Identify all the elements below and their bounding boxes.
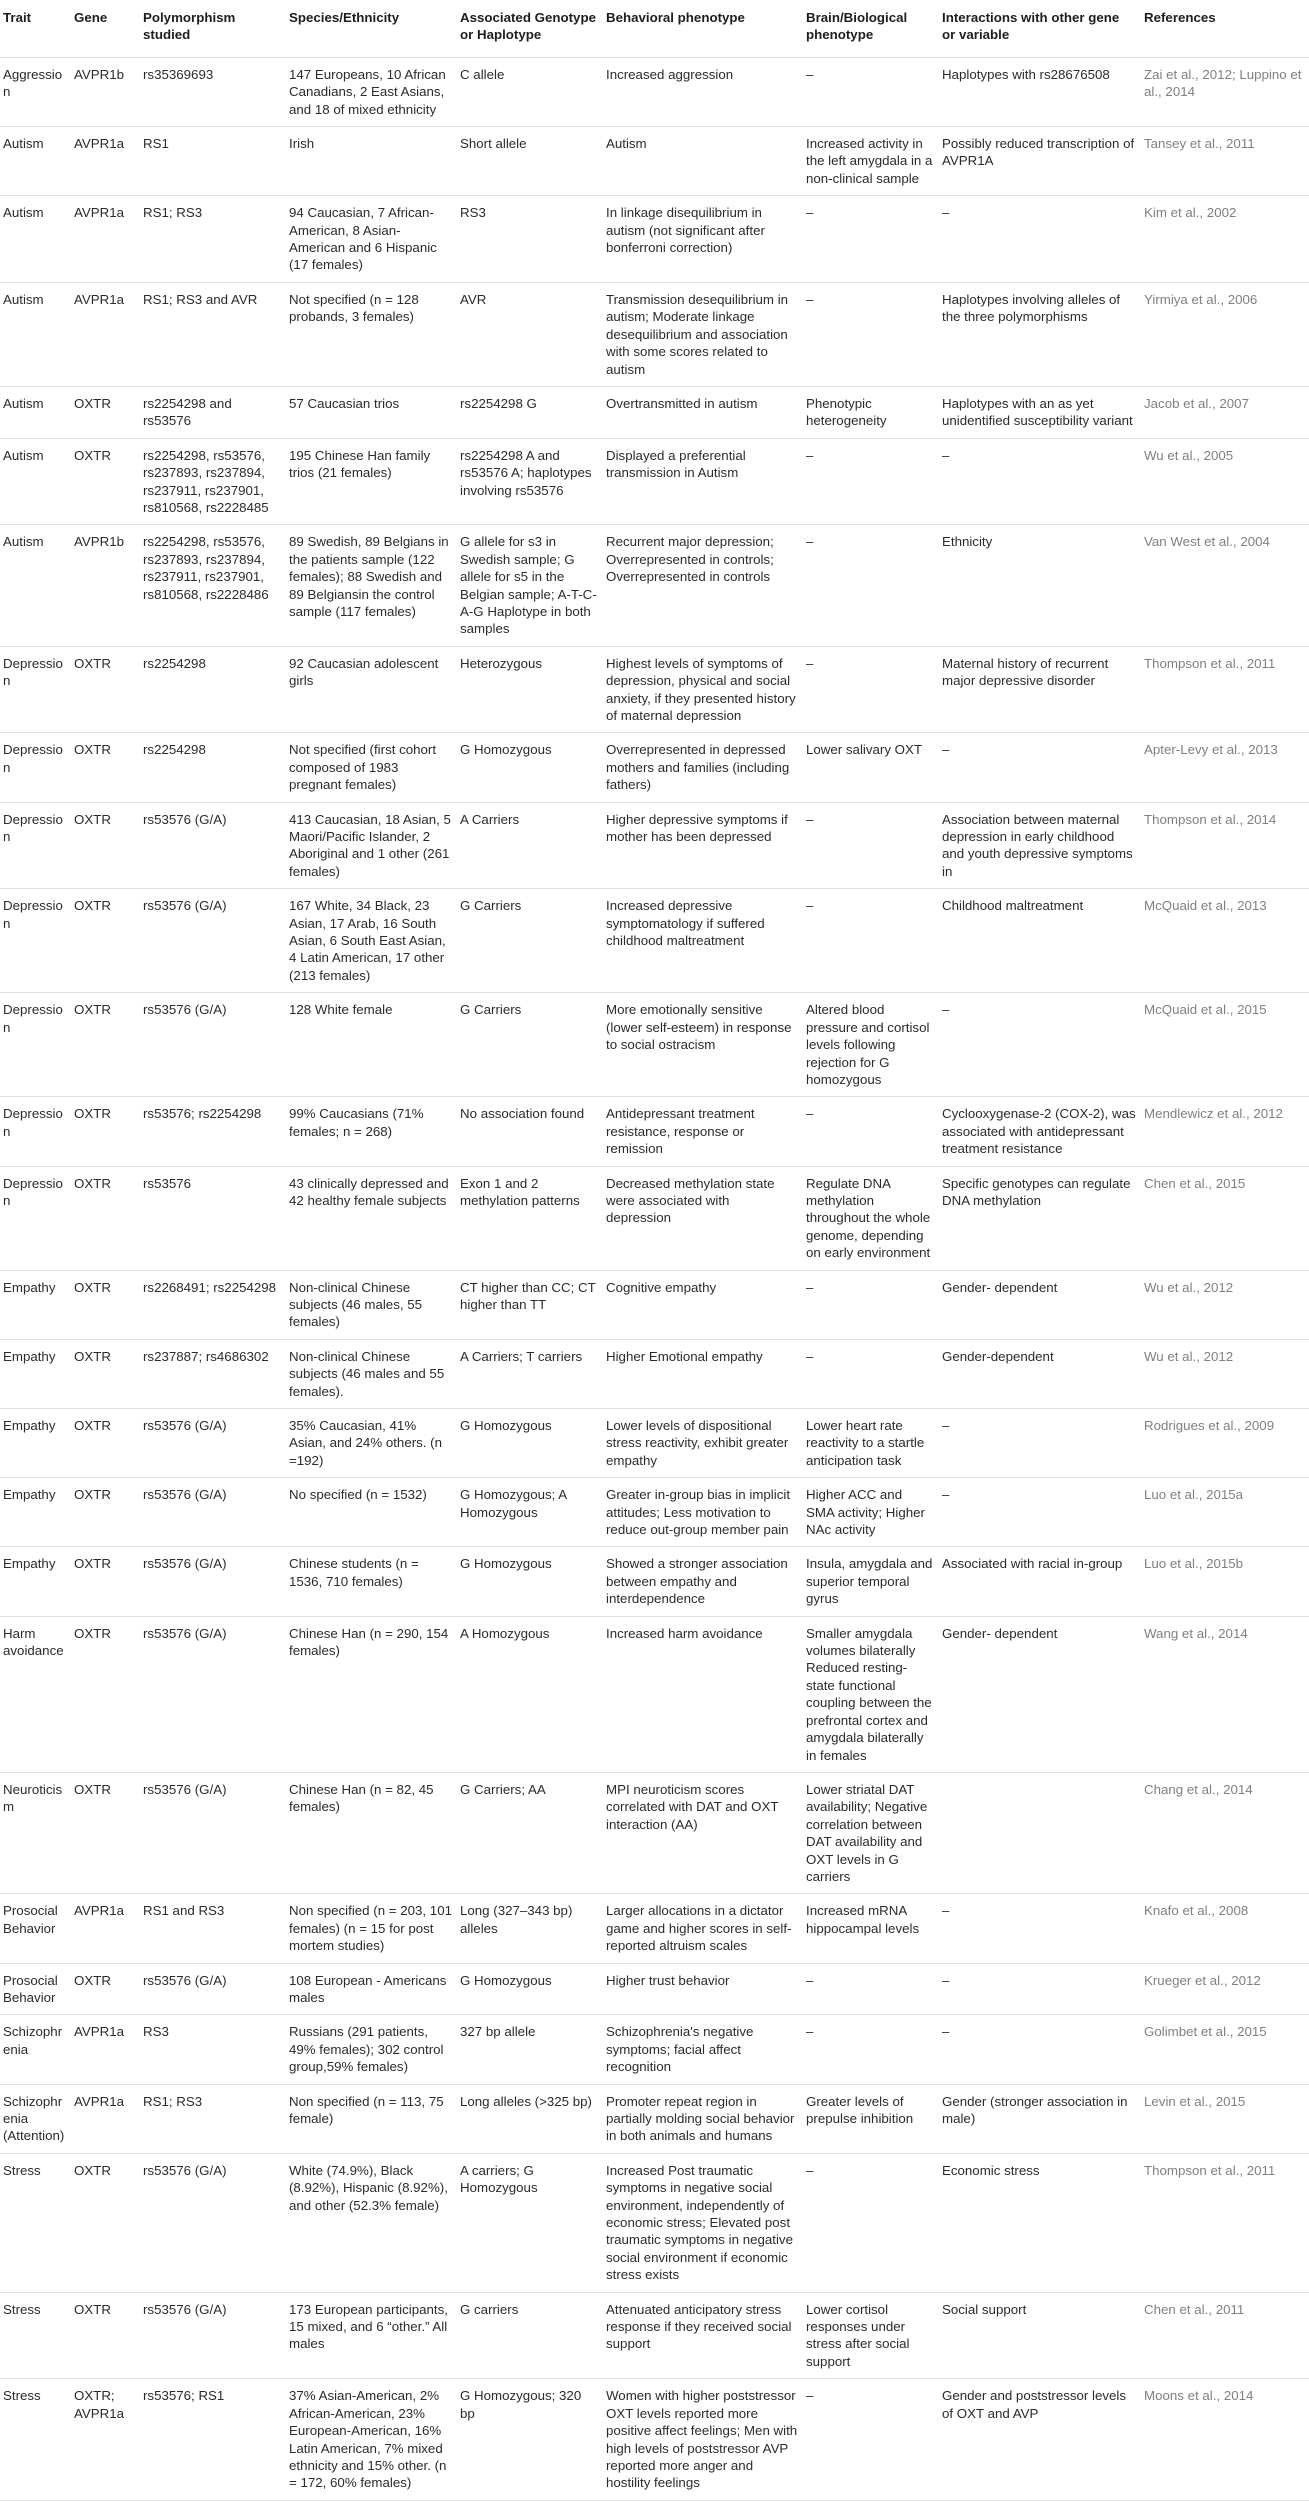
cell-trait: Stress [0,2153,70,2292]
cell-polymorphism: rs53576 (G/A) [139,1616,285,1772]
cell-genotype: A carriers; G Homozygous [456,2153,602,2292]
cell-genotype: G Carriers; AA [456,1772,602,1893]
column-header-genotype: Associated Genotype or Haplotype [456,0,602,57]
cell-behavioral-phenotype: Higher depressive symptoms if mother has been depressed [602,802,802,889]
cell-genotype: Heterozygous [456,646,602,733]
cell-behavioral-phenotype: Higher trust behavior [602,1963,802,2015]
cell-genotype: G Homozygous [456,1547,602,1616]
cell-interactions: Associated with racial in-group [938,1547,1140,1616]
cell-polymorphism: rs2254298 [139,646,285,733]
cell-species-ethnicity: 35% Caucasian, 41% Asian, and 24% others. (n =192) [285,1409,456,1478]
cell-polymorphism: RS1 [139,127,285,196]
cell-polymorphism: rs53576 (G/A) [139,2292,285,2379]
table-row [0,2084,1309,2153]
cell-brain-phenotype: Increased activity in the left amygdala in a non-clinical sample [802,127,938,196]
cell-genotype: Long (327–343 bp) alleles [456,1894,602,1963]
cell-trait: Harm avoidance [0,1616,70,1772]
table-row [0,525,1309,646]
cell-species-ethnicity: No specified (n = 1532) [285,1478,456,1547]
cell-references: Tansey et al., 2011 [1140,127,1309,196]
cell-behavioral-phenotype: In linkage disequilibrium in autism (not significant after bonferroni correction) [602,196,802,283]
cell-gene: AVPR1a [70,2084,139,2153]
column-header-interactions: Interactions with other gene or variable [938,0,1140,57]
cell-genotype: Long alleles (>325 bp) [456,2084,602,2153]
cell-gene: AVPR1b [70,525,139,646]
table-row [0,1963,1309,2015]
cell-references: Luo et al., 2015b [1140,1547,1309,1616]
cell-references: Zai et al., 2012; Luppino et al., 2014 [1140,57,1309,126]
cell-behavioral-phenotype: Recurrent major depression; Overrepresented in controls; Overrepresented in controls [602,525,802,646]
cell-interactions: Association between maternal depression in early childhood and youth depressive symptoms in [938,802,1140,889]
cell-interactions: – [938,438,1140,525]
cell-brain-phenotype: – [802,1270,938,1339]
cell-brain-phenotype: Greater levels of prepulse inhibition [802,2084,938,2153]
cell-species-ethnicity: White (74.9%), Black (8.92%), Hispanic (8.92%), and other (52.3% female) [285,2153,456,2292]
table-row [0,1166,1309,1270]
cell-species-ethnicity: Chinese Han (n = 290, 154 females) [285,1616,456,1772]
cell-behavioral-phenotype: Promoter repeat region in partially molding social behavior in both animals and humans [602,2084,802,2153]
table-row [0,889,1309,993]
cell-references: Apter-Levy et al., 2013 [1140,733,1309,802]
cell-brain-phenotype: Increased mRNA hippocampal levels [802,1894,938,1963]
cell-interactions: Gender- dependent [938,1270,1140,1339]
cell-interactions: – [938,1478,1140,1547]
cell-gene: AVPR1a [70,282,139,386]
column-header-trait: Trait [0,0,70,57]
cell-polymorphism: rs35369693 [139,57,285,126]
cell-behavioral-phenotype: Schizophrenia's negative symptoms; facial affect recognition [602,2015,802,2084]
cell-brain-phenotype: – [802,282,938,386]
cell-trait: Autism [0,386,70,438]
cell-polymorphism: rs237887; rs4686302 [139,1339,285,1408]
cell-interactions: Gender-dependent [938,1339,1140,1408]
cell-polymorphism: rs2268491; rs2254298 [139,1270,285,1339]
cell-references: Wang et al., 2014 [1140,1616,1309,1772]
cell-trait: Stress [0,2292,70,2379]
cell-gene: OXTR [70,1409,139,1478]
cell-trait: Empathy [0,1478,70,1547]
cell-brain-phenotype: – [802,1097,938,1166]
cell-polymorphism: rs53576 (G/A) [139,1963,285,2015]
cell-species-ethnicity: 167 White, 34 Black, 23 Asian, 17 Arab, 16 South Asian, 6 South East Asian, 4 Latin American, 17 other (213 females) [285,889,456,993]
cell-behavioral-phenotype: Attenuated anticipatory stress response if they received social support [602,2292,802,2379]
cell-references: Chen et al., 2011 [1140,2292,1309,2379]
cell-brain-phenotype: – [802,889,938,993]
cell-trait: Autism [0,525,70,646]
cell-species-ethnicity: Non-clinical Chinese subjects (46 males, 55 females) [285,1270,456,1339]
cell-behavioral-phenotype: Autism [602,127,802,196]
cell-genotype: G Homozygous [456,733,602,802]
cell-interactions: Childhood maltreatment [938,889,1140,993]
table-row [0,1616,1309,1772]
cell-references: Knafo et al., 2008 [1140,1894,1309,1963]
cell-species-ethnicity: 147 Europeans, 10 African Canadians, 2 East Asians, and 18 of mixed ethnicity [285,57,456,126]
table-row [0,127,1309,196]
cell-references: Mendlewicz et al., 2012 [1140,1097,1309,1166]
cell-gene: OXTR [70,2153,139,2292]
cell-genotype: RS3 [456,196,602,283]
cell-polymorphism: RS1; RS3 and AVR [139,282,285,386]
cell-genotype: G allele for s3 in Swedish sample; G allele for s5 in the Belgian sample; A-T-C-A-G Haplotype in both samples [456,525,602,646]
cell-polymorphism: rs53576 (G/A) [139,993,285,1097]
cell-behavioral-phenotype: Displayed a preferential transmission in Autism [602,438,802,525]
cell-species-ethnicity: Non-clinical Chinese subjects (46 males and 55 females). [285,1339,456,1408]
cell-gene: OXTR [70,1616,139,1772]
cell-trait: Empathy [0,1270,70,1339]
cell-gene: AVPR1a [70,1894,139,1963]
cell-references: Jacob et al., 2007 [1140,386,1309,438]
cell-species-ethnicity: Irish [285,127,456,196]
cell-polymorphism: rs53576; rs2254298 [139,1097,285,1166]
cell-behavioral-phenotype: Greater in-group bias in implicit attitudes; Less motivation to reduce out-group member pain [602,1478,802,1547]
cell-behavioral-phenotype: Lower levels of dispositional stress reactivity, exhibit greater empathy [602,1409,802,1478]
cell-gene: OXTR [70,1339,139,1408]
table-row [0,2292,1309,2379]
cell-interactions: Gender and poststressor levels of OXT and AVP [938,2379,1140,2500]
cell-brain-phenotype: Lower cortisol responses under stress after social support [802,2292,938,2379]
cell-species-ethnicity: 43 clinically depressed and 42 healthy female subjects [285,1166,456,1270]
cell-trait: Empathy [0,1547,70,1616]
cell-brain-phenotype: – [802,438,938,525]
cell-genotype: AVR [456,282,602,386]
table-body [0,57,1309,2500]
table-row [0,733,1309,802]
cell-trait: Autism [0,127,70,196]
cell-gene: AVPR1a [70,127,139,196]
cell-species-ethnicity: Not specified (first cohort composed of 1983 pregnant females) [285,733,456,802]
cell-polymorphism: rs53576; RS1 [139,2379,285,2500]
cell-trait: Autism [0,438,70,525]
cell-gene: OXTR [70,438,139,525]
cell-references: Kim et al., 2002 [1140,196,1309,283]
cell-brain-phenotype: – [802,57,938,126]
cell-gene: OXTR [70,1270,139,1339]
cell-species-ethnicity: Non specified (n = 113, 75 female) [285,2084,456,2153]
table-row [0,2379,1309,2500]
table-row [0,386,1309,438]
cell-genotype: G carriers [456,2292,602,2379]
cell-references: McQuaid et al., 2015 [1140,993,1309,1097]
cell-behavioral-phenotype: Overrepresented in depressed mothers and families (including fathers) [602,733,802,802]
cell-brain-phenotype: – [802,196,938,283]
cell-references: Van West et al., 2004 [1140,525,1309,646]
cell-brain-phenotype: – [802,525,938,646]
cell-behavioral-phenotype: Increased depressive symptomatology if suffered childhood maltreatment [602,889,802,993]
cell-gene: OXTR [70,1166,139,1270]
table-row [0,57,1309,126]
cell-genotype: Short allele [456,127,602,196]
cell-trait: Prosocial Behavior [0,1894,70,1963]
cell-polymorphism: rs53576 (G/A) [139,1772,285,1893]
cell-polymorphism: RS1; RS3 [139,2084,285,2153]
cell-behavioral-phenotype: Larger allocations in a dictator game and higher scores in self-reported altruism scales [602,1894,802,1963]
cell-species-ethnicity: Russians (291 patients, 49% females); 302 control group,59% females) [285,2015,456,2084]
cell-gene: OXTR [70,889,139,993]
cell-genotype: G Homozygous [456,1963,602,2015]
cell-behavioral-phenotype: Overtransmitted in autism [602,386,802,438]
cell-brain-phenotype: Lower salivary OXT [802,733,938,802]
cell-gene: OXTR [70,1478,139,1547]
cell-interactions: – [938,1894,1140,1963]
cell-interactions: – [938,1409,1140,1478]
cell-interactions [938,1772,1140,1893]
cell-behavioral-phenotype: Increased aggression [602,57,802,126]
cell-brain-phenotype: – [802,1339,938,1408]
cell-behavioral-phenotype: Showed a stronger association between empathy and interdependence [602,1547,802,1616]
table-row [0,1547,1309,1616]
cell-genotype: A Homozygous [456,1616,602,1772]
cell-polymorphism: RS1; RS3 [139,196,285,283]
cell-gene: AVPR1a [70,2015,139,2084]
header-row [0,0,1309,57]
cell-species-ethnicity: 92 Caucasian adolescent girls [285,646,456,733]
cell-behavioral-phenotype: Decreased methylation state were associated with depression [602,1166,802,1270]
cell-interactions: – [938,993,1140,1097]
cell-trait: Empathy [0,1339,70,1408]
cell-gene: OXTR [70,1963,139,2015]
cell-behavioral-phenotype: Increased Post traumatic symptoms in negative social environment, independently of economic stress; Elevated post traumatic symptoms in negative social environment if economic stress exists [602,2153,802,2292]
cell-brain-phenotype: – [802,2153,938,2292]
column-header-polymorphism: Polymorphism studied [139,0,285,57]
cell-genotype: A Carriers [456,802,602,889]
cell-polymorphism: RS1 and RS3 [139,1894,285,1963]
cell-brain-phenotype: – [802,802,938,889]
cell-species-ethnicity: 94 Caucasian, 7 African-American, 8 Asian-American and 6 Hispanic (17 females) [285,196,456,283]
cell-trait: Prosocial Behavior [0,1963,70,2015]
cell-genotype: G Carriers [456,889,602,993]
cell-species-ethnicity: Not specified (n = 128 probands, 3 females) [285,282,456,386]
cell-references: Moons et al., 2014 [1140,2379,1309,2500]
cell-behavioral-phenotype: Antidepressant treatment resistance, response or remission [602,1097,802,1166]
column-header-gene: Gene [70,0,139,57]
cell-gene: AVPR1a [70,196,139,283]
cell-polymorphism: rs53576 (G/A) [139,2153,285,2292]
cell-references: Chen et al., 2015 [1140,1166,1309,1270]
table-row [0,1772,1309,1893]
cell-trait: Aggression [0,57,70,126]
cell-gene: OXTR [70,646,139,733]
cell-gene: OXTR [70,1772,139,1893]
cell-polymorphism: rs53576 (G/A) [139,889,285,993]
table-row [0,1097,1309,1166]
cell-interactions: Haplotypes with rs28676508 [938,57,1140,126]
cell-references: Wu et al., 2012 [1140,1339,1309,1408]
cell-interactions: – [938,733,1140,802]
table-row [0,1478,1309,1547]
cell-behavioral-phenotype: Highest levels of symptoms of depression, physical and social anxiety, if they presented history of maternal depression [602,646,802,733]
cell-brain-phenotype: Smaller amygdala volumes bilaterally Reduced resting-state functional coupling between the prefrontal cortex and amygdala bilaterally in females [802,1616,938,1772]
cell-references: Luo et al., 2015a [1140,1478,1309,1547]
cell-interactions: Haplotypes with an as yet unidentified susceptibility variant [938,386,1140,438]
cell-interactions: Possibly reduced transcription of AVPR1A [938,127,1140,196]
cell-interactions: Gender- dependent [938,1616,1140,1772]
cell-brain-phenotype: Higher ACC and SMA activity; Higher NAc activity [802,1478,938,1547]
cell-trait: Depression [0,889,70,993]
cell-genotype: Exon 1 and 2 methylation patterns [456,1166,602,1270]
column-header-species-ethnicity: Species/Ethnicity [285,0,456,57]
cell-interactions: Haplotypes involving alleles of the three polymorphisms [938,282,1140,386]
cell-brain-phenotype: – [802,2379,938,2500]
cell-species-ethnicity: 89 Swedish, 89 Belgians in the patients sample (122 females); 88 Swedish and 89 Belgiansin the control sample (117 females) [285,525,456,646]
cell-species-ethnicity: 195 Chinese Han family trios (21 females) [285,438,456,525]
table-row [0,1270,1309,1339]
cell-genotype: CT higher than CC; CT higher than TT [456,1270,602,1339]
cell-references: Krueger et al., 2012 [1140,1963,1309,2015]
cell-gene: OXTR; AVPR1a [70,2379,139,2500]
cell-references: Yirmiya et al., 2006 [1140,282,1309,386]
column-header-references: References [1140,0,1309,57]
cell-gene: OXTR [70,802,139,889]
cell-trait: Empathy [0,1409,70,1478]
cell-species-ethnicity: 413 Caucasian, 18 Asian, 5 Maori/Pacific Islander, 2 Aboriginal and 1 other (261 females) [285,802,456,889]
cell-references: Wu et al., 2012 [1140,1270,1309,1339]
cell-gene: OXTR [70,1097,139,1166]
table-row [0,282,1309,386]
cell-genotype: A Carriers; T carriers [456,1339,602,1408]
cell-polymorphism: rs53576 (G/A) [139,802,285,889]
cell-gene: OXTR [70,2292,139,2379]
cell-behavioral-phenotype: MPI neuroticism scores correlated with DAT and OXT interaction (AA) [602,1772,802,1893]
cell-trait: Depression [0,802,70,889]
cell-species-ethnicity: Chinese students (n = 1536, 710 females) [285,1547,456,1616]
cell-behavioral-phenotype: Cognitive empathy [602,1270,802,1339]
cell-brain-phenotype: Insula, amygdala and superior temporal gyrus [802,1547,938,1616]
cell-brain-phenotype: Altered blood pressure and cortisol levels following rejection for G homozygous [802,993,938,1097]
cell-brain-phenotype: Regulate DNA methylation throughout the whole genome, depending on early environment [802,1166,938,1270]
cell-species-ethnicity: 99% Caucasians (71% females; n = 268) [285,1097,456,1166]
cell-references: Chang et al., 2014 [1140,1772,1309,1893]
cell-trait: Autism [0,196,70,283]
table-row [0,438,1309,525]
cell-interactions: – [938,2015,1140,2084]
cell-interactions: – [938,1963,1140,2015]
cell-behavioral-phenotype: Women with higher poststressor OXT levels reported more positive affect feelings; Men with high levels of poststressor AVP reported more anger and hostility feelings [602,2379,802,2500]
cell-interactions: Ethnicity [938,525,1140,646]
cell-genotype: G Homozygous [456,1409,602,1478]
cell-interactions: Gender (stronger association in male) [938,2084,1140,2153]
cell-gene: OXTR [70,993,139,1097]
table-row [0,1894,1309,1963]
cell-trait: Depression [0,1097,70,1166]
table-row [0,993,1309,1097]
cell-polymorphism: RS3 [139,2015,285,2084]
cell-interactions: Cyclooxygenase-2 (COX-2), was associated with antidepressant treatment resistance [938,1097,1140,1166]
cell-behavioral-phenotype: Transmission desequilibrium in autism; Moderate linkage desequilibrium and association with some scores related to autism [602,282,802,386]
cell-genotype: G Homozygous; 320 bp [456,2379,602,2500]
cell-species-ethnicity: 57 Caucasian trios [285,386,456,438]
cell-references: Thompson et al., 2011 [1140,2153,1309,2292]
cell-trait: Neuroticism [0,1772,70,1893]
cell-polymorphism: rs2254298 [139,733,285,802]
cell-interactions: Specific genotypes can regulate DNA methylation [938,1166,1140,1270]
cell-species-ethnicity: 108 European - Americans males [285,1963,456,2015]
cell-brain-phenotype: – [802,1963,938,2015]
table-header [0,0,1309,57]
cell-genotype: G Homozygous; A Homozygous [456,1478,602,1547]
cell-interactions: Social support [938,2292,1140,2379]
table-row [0,1409,1309,1478]
cell-polymorphism: rs53576 [139,1166,285,1270]
cell-gene: OXTR [70,733,139,802]
cell-references: Thompson et al., 2014 [1140,802,1309,889]
cell-references: Golimbet et al., 2015 [1140,2015,1309,2084]
cell-references: McQuaid et al., 2013 [1140,889,1309,993]
cell-genotype: No association found [456,1097,602,1166]
cell-references: Thompson et al., 2011 [1140,646,1309,733]
column-header-behavioral-phenotype: Behavioral phenotype [602,0,802,57]
cell-genotype: rs2254298 A and rs53576 A; haplotypes involving rs53576 [456,438,602,525]
cell-species-ethnicity: Chinese Han (n = 82, 45 females) [285,1772,456,1893]
cell-trait: Depression [0,1166,70,1270]
cell-gene: OXTR [70,1547,139,1616]
cell-species-ethnicity: 173 European participants, 15 mixed, and 6 “other.” All males [285,2292,456,2379]
cell-references: Rodrigues et al., 2009 [1140,1409,1309,1478]
cell-gene: OXTR [70,386,139,438]
cell-polymorphism: rs53576 (G/A) [139,1409,285,1478]
cell-behavioral-phenotype: Increased harm avoidance [602,1616,802,1772]
cell-species-ethnicity: 37% Asian-American, 2% African-American, 23% European-American, 16% Latin American, 7% mixed ethnicity and 15% other. (n = 172, 60% females) [285,2379,456,2500]
cell-trait: Depression [0,733,70,802]
cell-gene: AVPR1b [70,57,139,126]
cell-genotype: C allele [456,57,602,126]
cell-species-ethnicity: 128 White female [285,993,456,1097]
cell-brain-phenotype: – [802,2015,938,2084]
cell-polymorphism: rs2254298 and rs53576 [139,386,285,438]
cell-polymorphism: rs53576 (G/A) [139,1478,285,1547]
table-row [0,646,1309,733]
cell-genotype: 327 bp allele [456,2015,602,2084]
cell-behavioral-phenotype: Higher Emotional empathy [602,1339,802,1408]
cell-trait: Depression [0,993,70,1097]
cell-polymorphism: rs2254298, rs53576, rs237893, rs237894, rs237911, rs237901, rs810568, rs2228486 [139,525,285,646]
cell-interactions: Maternal history of recurrent major depressive disorder [938,646,1140,733]
cell-genotype: rs2254298 G [456,386,602,438]
cell-trait: Depression [0,646,70,733]
cell-brain-phenotype: Phenotypic heterogeneity [802,386,938,438]
table-row [0,1339,1309,1408]
cell-trait: Autism [0,282,70,386]
cell-behavioral-phenotype: More emotionally sensitive (lower self-esteem) in response to social ostracism [602,993,802,1097]
cell-brain-phenotype: Lower striatal DAT availability; Negative correlation between DAT availability and OXT levels in G carriers [802,1772,938,1893]
cell-polymorphism: rs53576 (G/A) [139,1547,285,1616]
cell-species-ethnicity: Non specified (n = 203, 101 females) (n = 15 for post mortem studies) [285,1894,456,1963]
table-row [0,2153,1309,2292]
cell-interactions: – [938,196,1140,283]
table-row [0,2015,1309,2084]
cell-brain-phenotype: Lower heart rate reactivity to a startle anticipation task [802,1409,938,1478]
cell-references: Levin et al., 2015 [1140,2084,1309,2153]
cell-interactions: Economic stress [938,2153,1140,2292]
cell-polymorphism: rs2254298, rs53576, rs237893, rs237894, rs237911, rs237901, rs810568, rs2228485 [139,438,285,525]
cell-brain-phenotype: – [802,646,938,733]
column-header-brain-phenotype: Brain/Biological phenotype [802,0,938,57]
cell-references: Wu et al., 2005 [1140,438,1309,525]
cell-trait: Schizophrenia (Attention) [0,2084,70,2153]
table-row [0,802,1309,889]
table-row [0,196,1309,283]
cell-genotype: G Carriers [456,993,602,1097]
cell-trait: Schizophrenia [0,2015,70,2084]
cell-trait: Stress [0,2379,70,2500]
